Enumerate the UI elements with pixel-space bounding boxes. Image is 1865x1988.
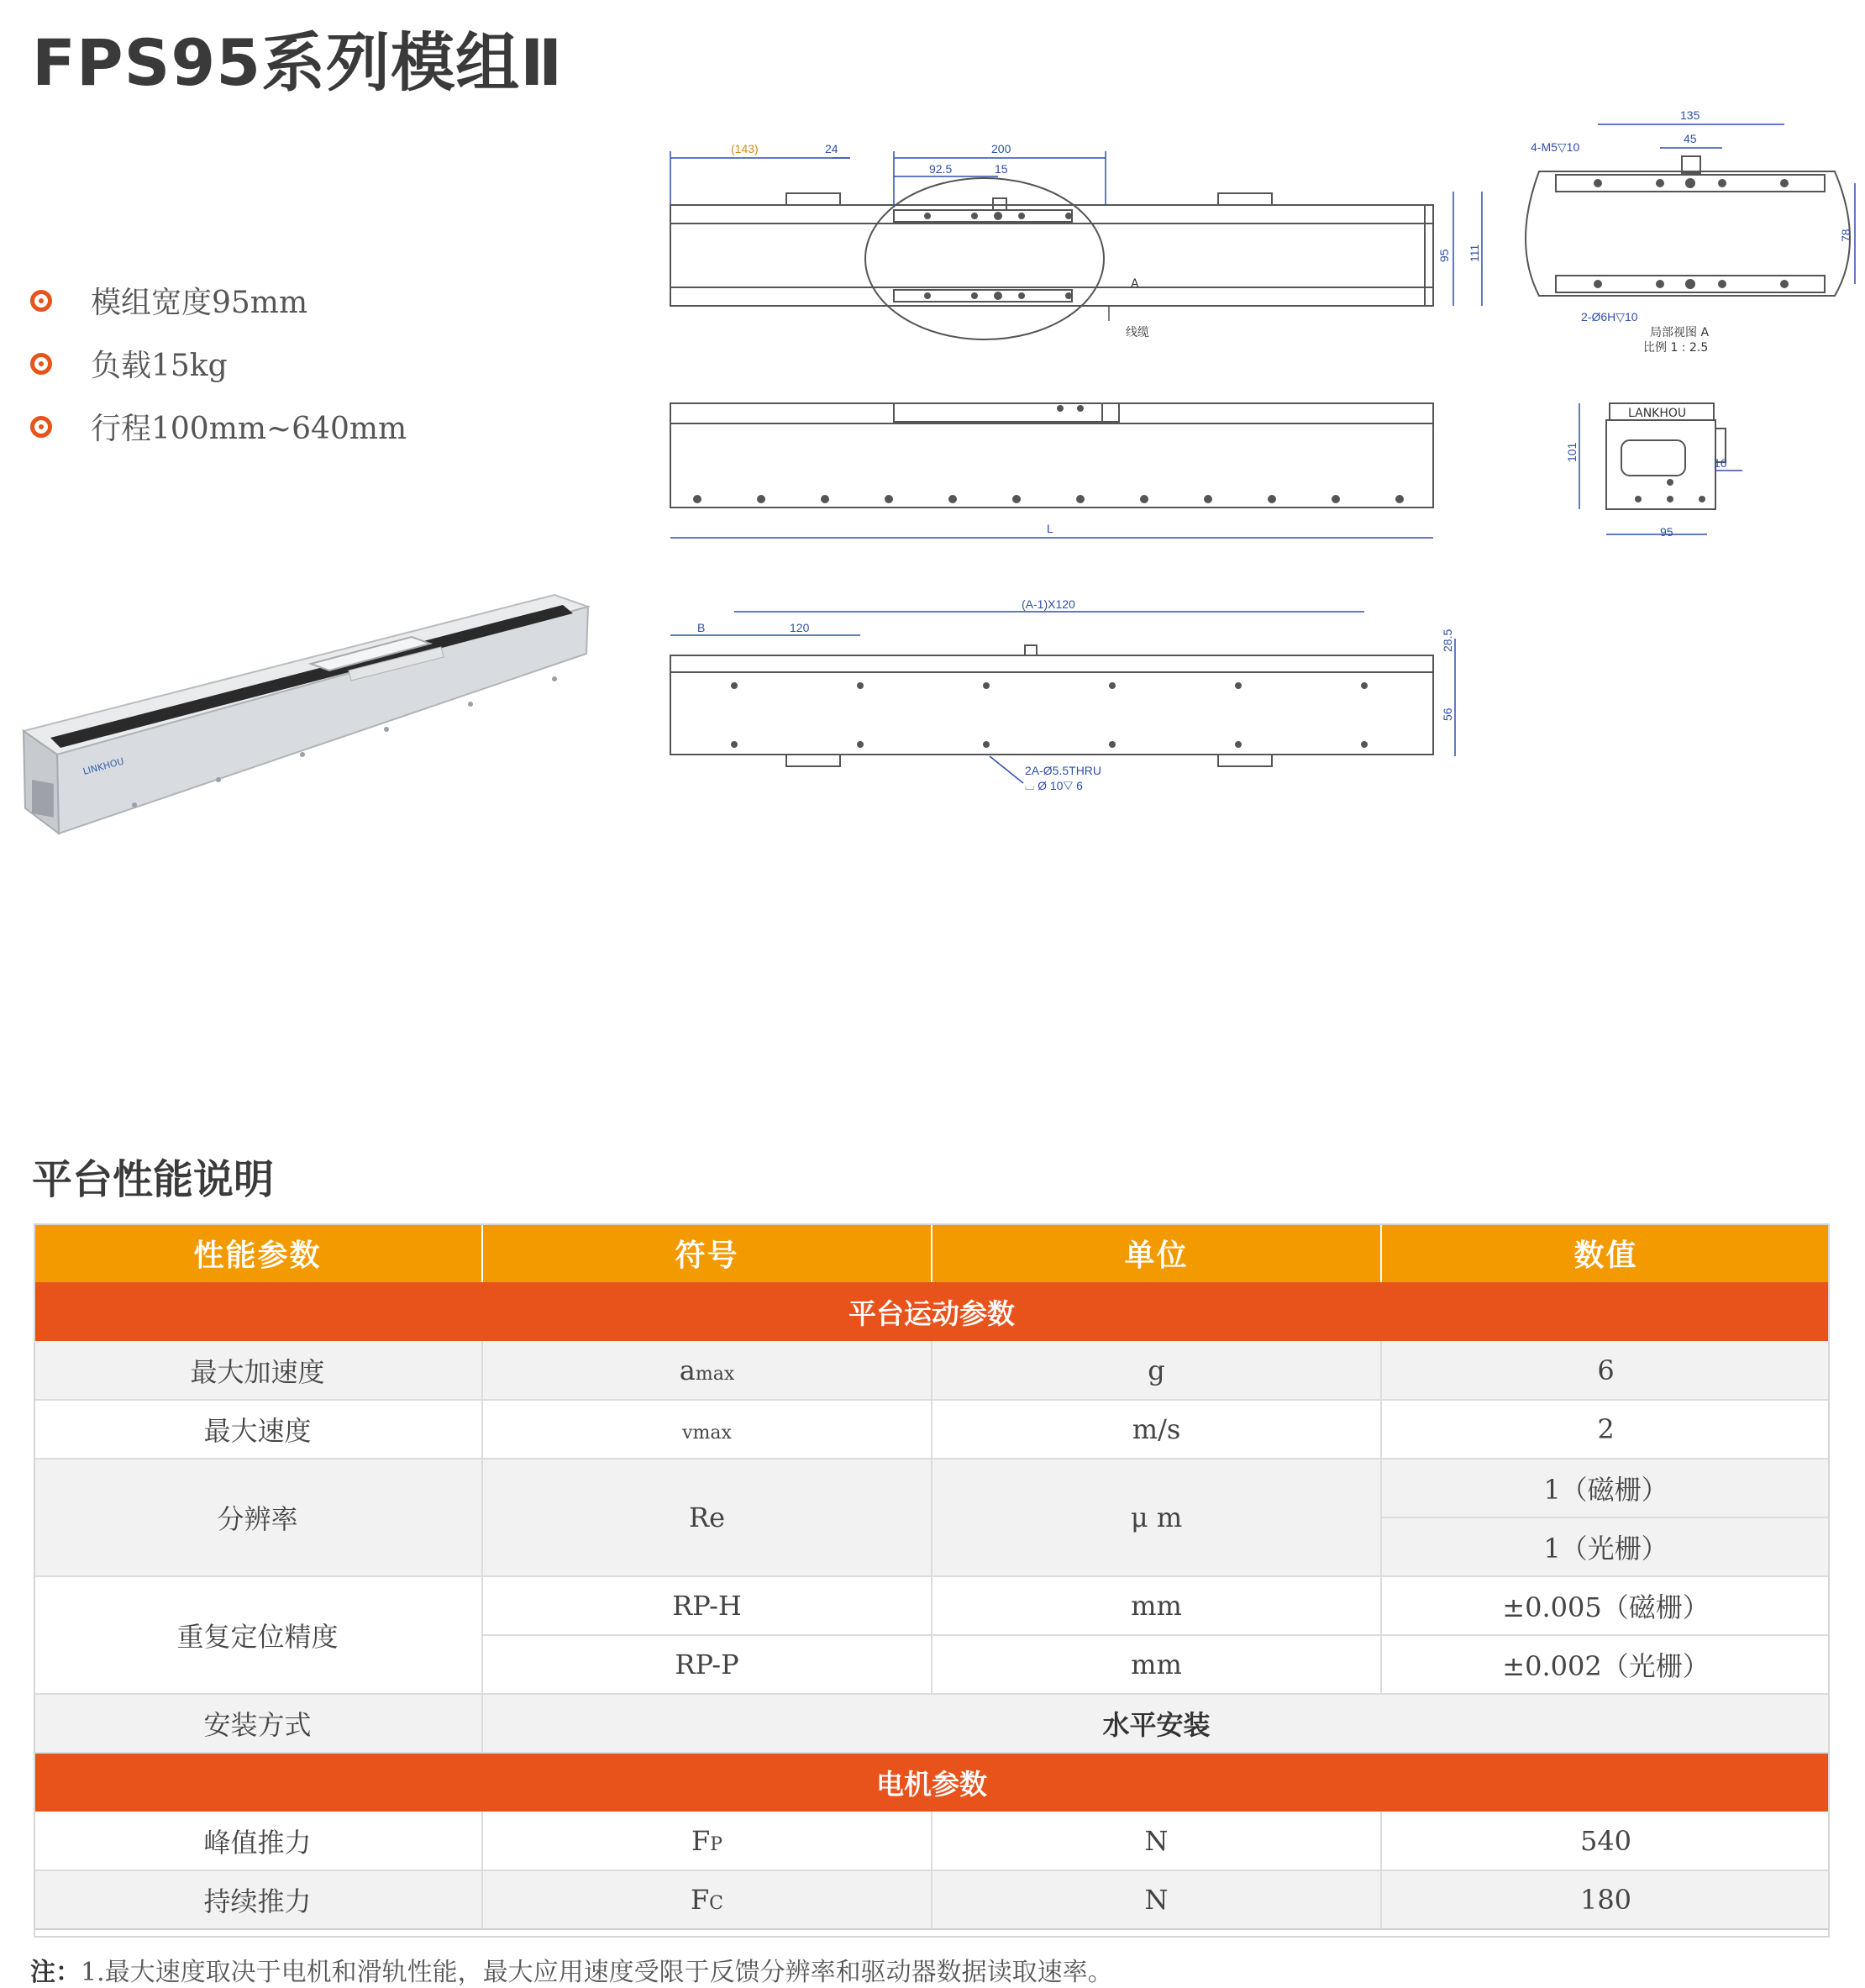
dim-label: 24	[825, 142, 838, 155]
dim-label: 92.5	[929, 162, 953, 176]
end-logo: LANKHOU	[1628, 407, 1687, 420]
symbol-cell: Re	[482, 1459, 932, 1576]
target-bullet-icon	[30, 416, 52, 438]
value-cell: 2	[1381, 1400, 1830, 1459]
group-title: 平台运动参数	[34, 1282, 1830, 1341]
dim-label: 120	[790, 621, 810, 634]
symbol-cell: RP-H	[482, 1576, 932, 1635]
dim-label: 95	[1437, 249, 1451, 262]
target-bullet-icon	[30, 353, 52, 375]
hole-note: 2A-Ø5.5THRU	[1025, 764, 1102, 777]
table-row	[34, 1400, 1830, 1459]
product-logo: LINKHOU	[81, 755, 125, 777]
dim-label: 95	[1660, 525, 1673, 539]
dim-label: 101	[1565, 442, 1579, 462]
feature-text: 行程100mm~640mm	[91, 412, 407, 446]
dim-label: 45	[1684, 132, 1697, 145]
table-header-row	[34, 1223, 1830, 1282]
value-cell: 1（磁栅）	[1381, 1459, 1830, 1517]
table-row	[34, 1870, 1830, 1929]
symbol-cell: vmax	[482, 1400, 932, 1459]
detail-scale: 比例 1 : 2.5	[1643, 341, 1709, 355]
symbol-cell: FC	[482, 1870, 932, 1929]
table-row	[34, 1812, 1830, 1870]
column-header: 数值	[1381, 1223, 1830, 1282]
value-cell: 1（光栅）	[1381, 1517, 1830, 1576]
value-cell: ±0.005（磁栅）	[1381, 1576, 1830, 1635]
dim-label: 4-M5▽10	[1531, 140, 1580, 154]
detail-caption: 局部视图 A	[1650, 326, 1710, 339]
hole-note: ⌴ Ø 10▽ 6	[1025, 779, 1083, 792]
feature-text: 模组宽度95mm	[91, 286, 308, 320]
table-row	[34, 1576, 1830, 1635]
value-cell: ±0.002（光栅）	[1381, 1635, 1830, 1694]
dim-label: 16	[1714, 456, 1727, 470]
param-cell: 安装方式	[34, 1694, 482, 1753]
dim-label: 15	[995, 162, 1008, 176]
value-cell: 6	[1381, 1341, 1830, 1400]
label-a: A	[1131, 277, 1139, 291]
unit-cell: mm	[932, 1576, 1381, 1635]
feature-item	[30, 395, 407, 458]
feature-item	[30, 332, 407, 395]
unit-cell: mm	[932, 1635, 1381, 1694]
feature-item	[30, 269, 407, 332]
group-row	[34, 1282, 1830, 1341]
dim-label: 56	[1441, 707, 1454, 721]
dim-label: 200	[991, 142, 1011, 155]
unit-cell: N	[932, 1870, 1381, 1929]
footnote: 注：1.最大速度取决于电机和滑轨性能，最大应用速度受限于反馈分辨率和驱动器数据读取速率。	[30, 1958, 1113, 1987]
dim-label: 111	[1468, 244, 1481, 262]
param-cell: 最大速度	[34, 1400, 482, 1459]
column-header: 单位	[932, 1223, 1381, 1282]
symbol-cell: FP	[482, 1812, 932, 1870]
param-cell: 峰值推力	[34, 1812, 482, 1870]
table-row	[34, 1459, 1830, 1517]
dim-label: B	[697, 621, 706, 634]
feature-list	[30, 269, 407, 458]
param-cell: 最大加速度	[34, 1341, 482, 1400]
dim-label: 78	[1839, 229, 1852, 242]
dim-label: L	[1047, 522, 1053, 535]
table-row	[34, 1694, 1830, 1753]
page-title: FPS95系列模组Ⅱ	[32, 25, 564, 100]
section-title: 平台性能说明	[32, 1156, 275, 1203]
param-cell: 重复定位精度	[34, 1576, 482, 1694]
group-row	[34, 1753, 1830, 1812]
feature-text: 负载15kg	[91, 349, 228, 383]
param-cell: 持续推力	[34, 1870, 482, 1929]
unit-cell: m/s	[932, 1400, 1381, 1459]
dim-label: 2-Ø6H▽10	[1581, 310, 1638, 323]
unit-cell: μ m	[932, 1459, 1381, 1576]
dim-label: (143)	[731, 142, 759, 155]
param-cell: 分辨率	[34, 1459, 482, 1576]
column-header: 性能参数	[34, 1223, 482, 1282]
dim-label: (A-1)X120	[1022, 597, 1075, 611]
dim-label: 28.5	[1441, 628, 1454, 652]
target-bullet-icon	[30, 290, 52, 312]
value-cell: 180	[1381, 1870, 1830, 1929]
unit-cell: N	[932, 1812, 1381, 1870]
product-image	[17, 588, 596, 840]
group-title: 电机参数	[34, 1753, 1830, 1812]
column-header: 符号	[482, 1223, 932, 1282]
cable-label: 线缆	[1126, 326, 1149, 339]
value-cell: 540	[1381, 1812, 1830, 1870]
unit-cell: g	[932, 1341, 1381, 1400]
table-row	[34, 1341, 1830, 1400]
performance-table	[34, 1223, 1830, 1930]
dim-label: 135	[1680, 108, 1700, 122]
symbol-cell: amax	[482, 1341, 932, 1400]
value-cell: 水平安装	[482, 1694, 1830, 1753]
technical-drawing	[655, 101, 1857, 807]
symbol-cell: RP-P	[482, 1635, 932, 1694]
